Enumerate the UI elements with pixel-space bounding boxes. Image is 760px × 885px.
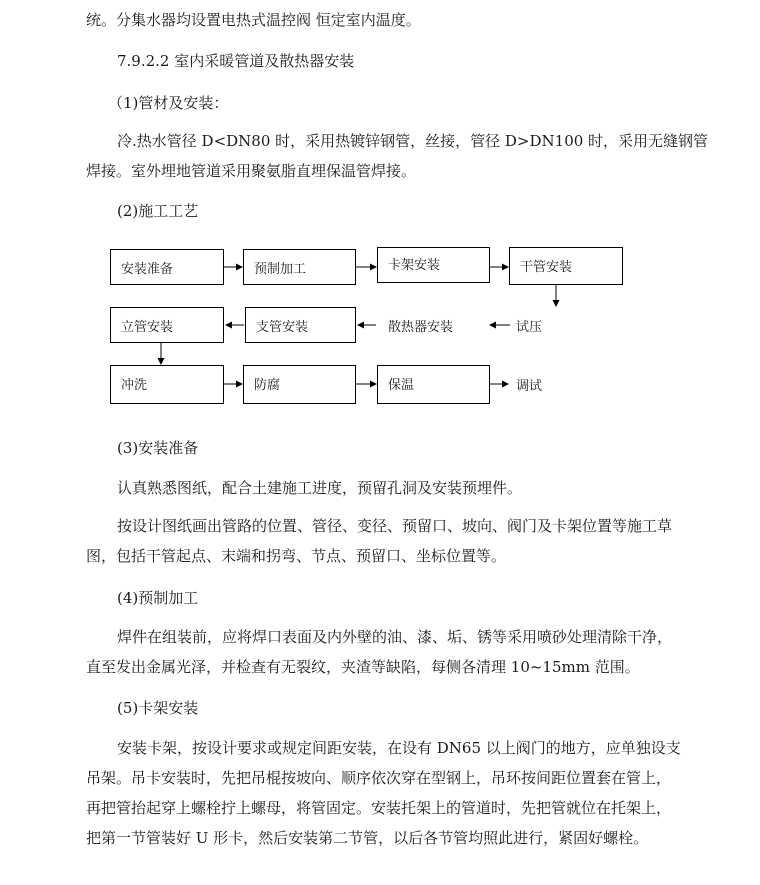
flow-box-riser-install: 立管安装	[110, 307, 224, 343]
paragraph-1-line-2: 焊接。室外埋地管道采用聚氨脂直埋保温管焊接。	[86, 162, 417, 180]
flow-box-prefab: 预制加工	[243, 249, 356, 285]
subheading-3: (3)安装准备	[117, 439, 199, 457]
text-line-1: 统。分集水器均设置电热式温控阀 恒定室内温度。	[86, 11, 421, 29]
section-heading-7922: 7.9.2.2 室内采暖管道及散热器安装	[117, 52, 355, 70]
flow-box-anticorrosion: 防腐	[243, 365, 356, 404]
paragraph-6-line-1: 安装卡架，按设计要求或规定间距安装，在设有 DN65 以上阀门的地方，应单独设支	[117, 739, 681, 757]
flow-box-main-pipe-install: 干管安装	[509, 247, 623, 285]
flow-box-install-prep: 安装准备	[110, 249, 224, 285]
flow-box-flushing: 冲洗	[110, 365, 224, 404]
subheading-1: （1)管材及安装：	[108, 94, 229, 112]
paragraph-4-line-2: 图，包括干管起点、末端和拐弯、节点、预留口、坐标位置等。	[86, 547, 507, 565]
paragraph-6-line-4: 把第一节管装好 U 形卡，然后安装第二节管，以后各节管均照此进行，紧固好螺栓。	[86, 829, 649, 847]
paragraph-4-line-1: 按设计图纸画出管路的位置、管径、变径、预留口、坡向、阀门及卡架位置等施工草	[117, 517, 673, 535]
flow-label-commissioning: 调试	[516, 379, 543, 394]
flowchart-arrows	[0, 0, 760, 420]
paragraph-6-line-2: 吊架。吊卡安装时，先把吊棍按坡向、顺序依次穿在型钢上，吊环按间距位置套在管上，	[86, 769, 672, 787]
flow-box-branch-install: 支管安装	[245, 307, 356, 343]
paragraph-3-line-1: 认真熟悉图纸，配合土建施工进度，预留孔洞及安装预埋件。	[117, 479, 523, 497]
flow-box-insulation: 保温	[377, 365, 490, 404]
flow-label-radiator-install: 散热器安装	[388, 320, 454, 335]
paragraph-6-line-3: 再把管抬起穿上螺栓拧上螺母，将管固定。安装托架上的管道时，先把管就位在托架上，	[86, 799, 672, 817]
flow-label-pressure-test: 试压	[516, 320, 543, 335]
subheading-4: (4)预制加工	[117, 589, 199, 607]
subheading-5: (5)卡架安装	[117, 699, 199, 717]
flow-box-bracket-install: 卡架安装	[377, 247, 490, 283]
paragraph-5-line-1: 焊件在组装前，应将焊口表面及内外壁的油、漆、垢、锈等采用喷砂处理清除干净，	[117, 628, 673, 646]
paragraph-1-line-1: 冷.热水管径 D<DN80 时，采用热镀锌钢管，丝接，管径 D>DN100 时，采用无缝钢管	[117, 132, 709, 150]
paragraph-5-line-2: 直至发出金属光泽，并检查有无裂纹，夹渣等缺陷，每侧各清理 10~15mm 范围。	[86, 658, 640, 676]
subheading-2: (2)施工工艺	[117, 202, 199, 220]
